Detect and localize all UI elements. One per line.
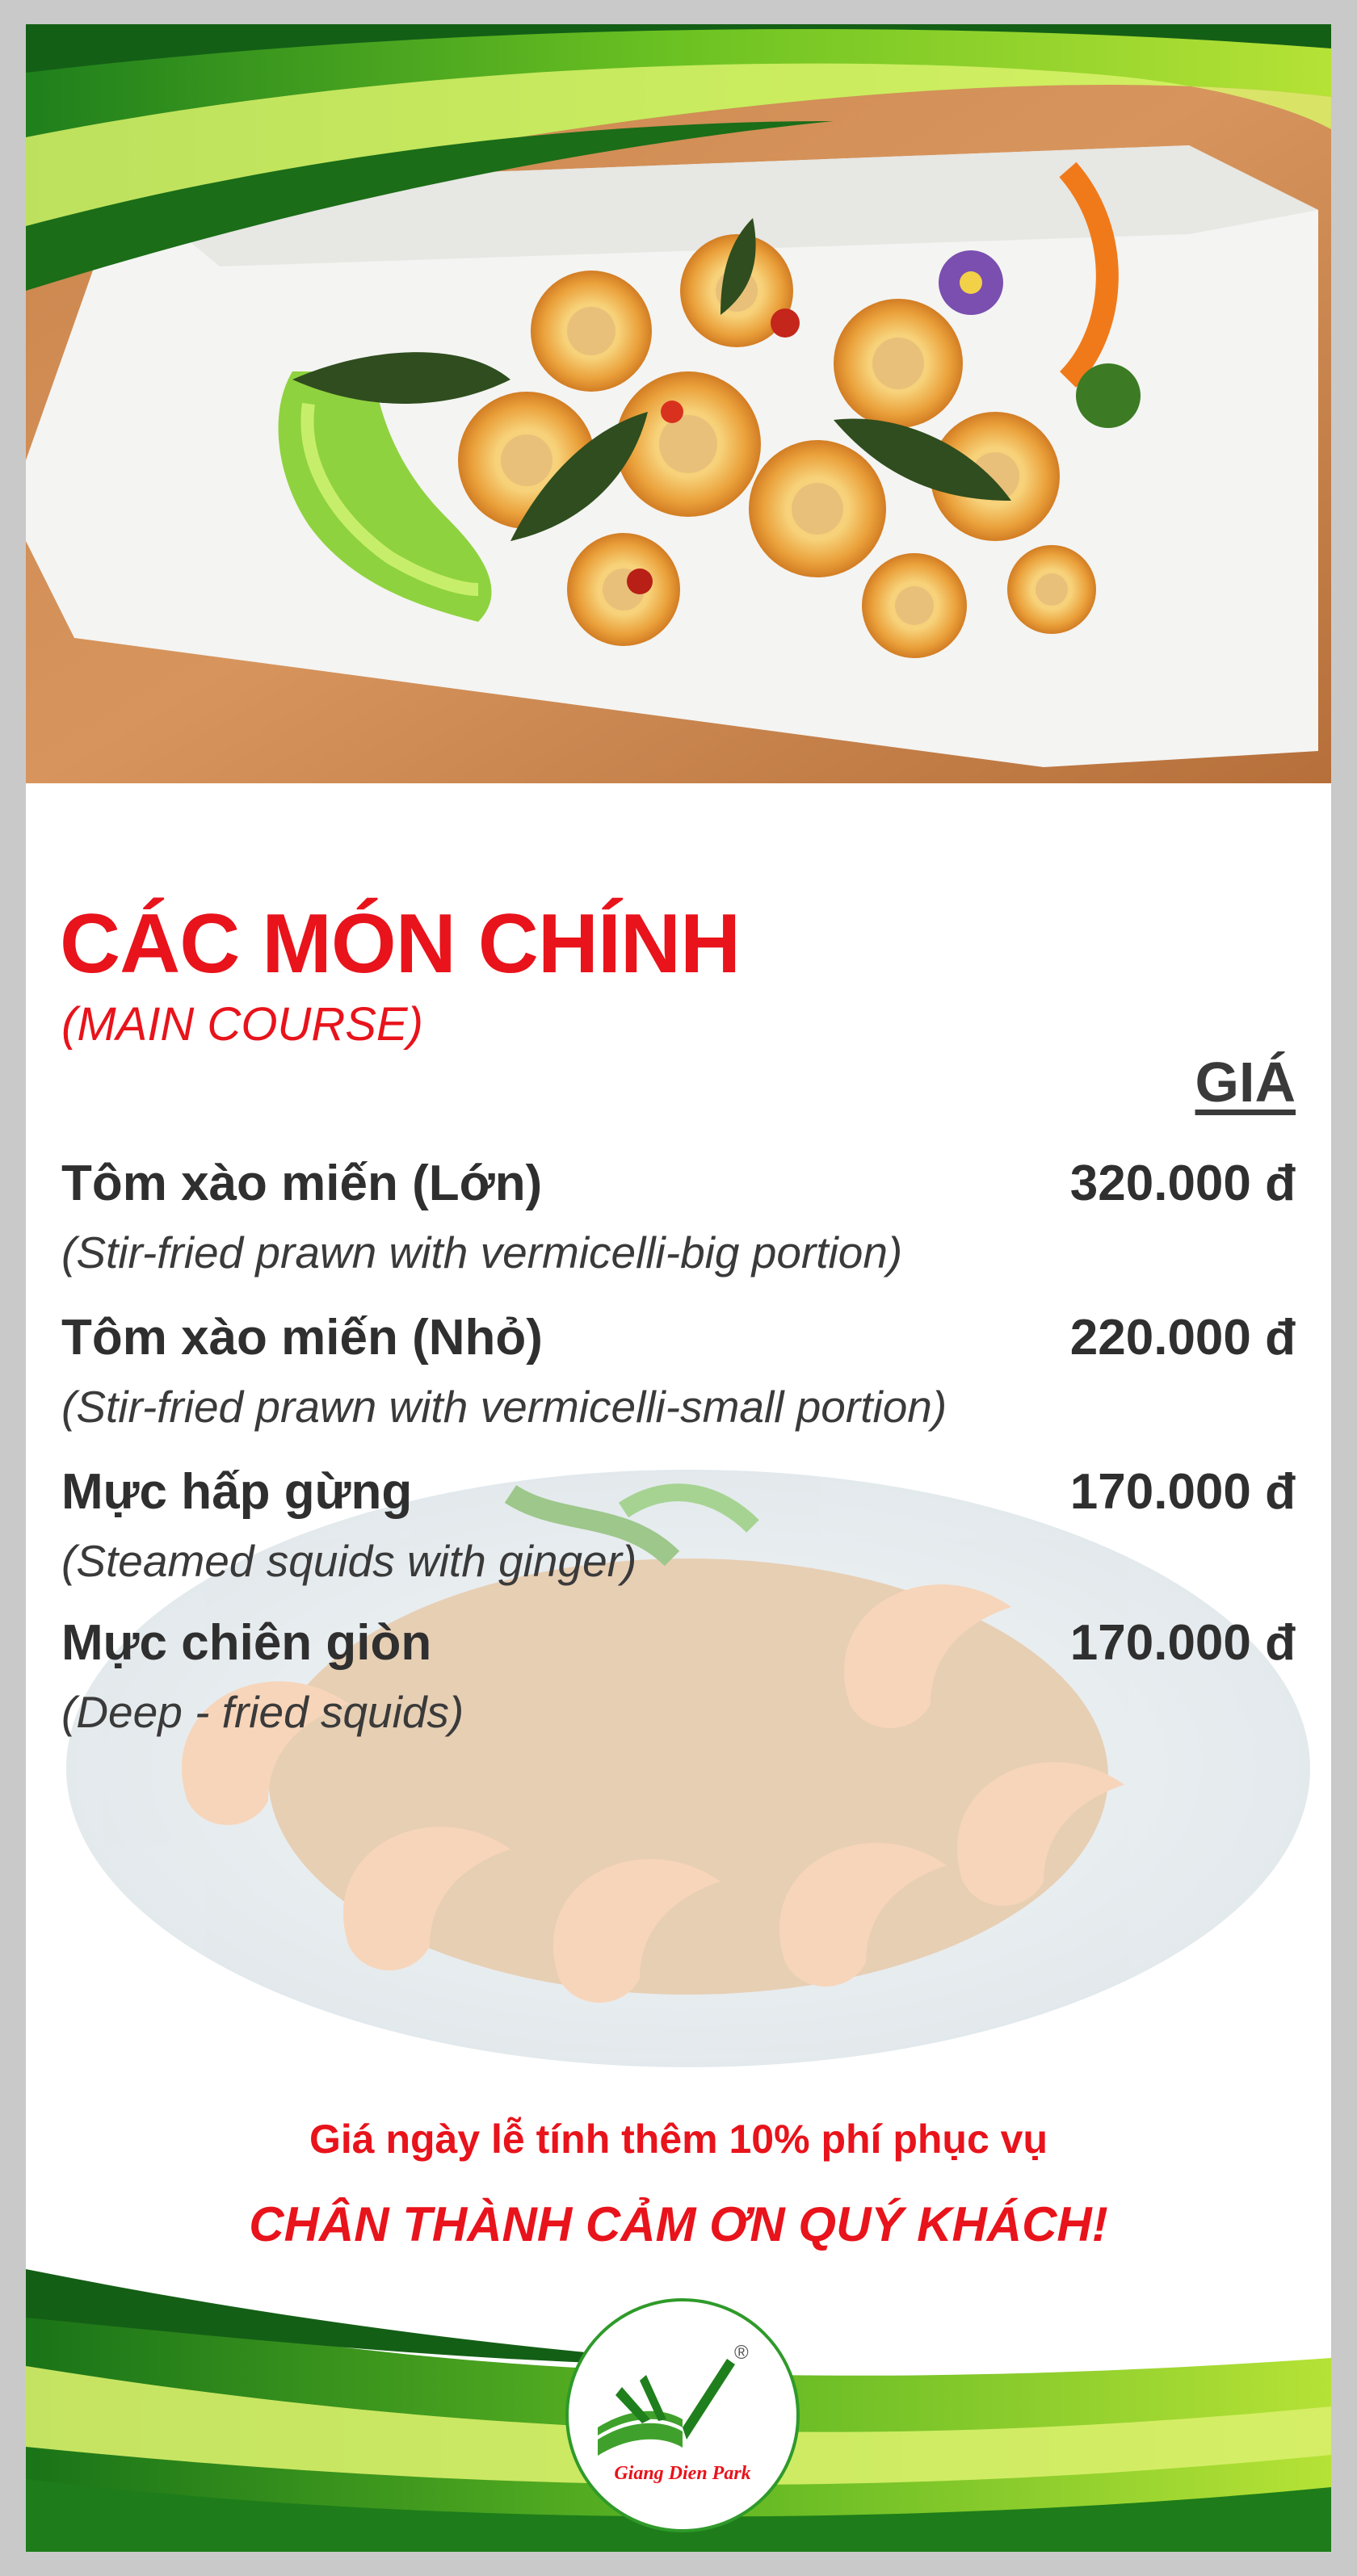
menu-item-price: 220.000 đ <box>1069 1310 1296 1366</box>
page-subtitle: (MAIN COURSE) <box>61 998 423 1051</box>
menu-item-name: Mực chiên giòn <box>61 1615 432 1671</box>
hero-banner <box>26 24 1331 783</box>
menu-item-name: Tôm xào miến (Nhỏ) <box>61 1310 543 1366</box>
page-title: CÁC MÓN CHÍNH <box>60 897 741 991</box>
menu-item <box>61 1155 1296 1278</box>
menu-item <box>61 1614 1296 1738</box>
menu-item-description: (Deep - fried squids) <box>61 1687 464 1737</box>
menu-item <box>61 1463 1296 1587</box>
logo-book-check-icon <box>565 2298 800 2532</box>
menu-item-description: (Stir-fried prawn with vermicelli-small portion) <box>61 1382 947 1432</box>
menu-page <box>26 24 1331 2552</box>
menu-item-price: 320.000 đ <box>1069 1156 1296 1211</box>
thank-you-message: CHÂN THÀNH CẢM ƠN QUÝ KHÁCH! <box>249 2197 1108 2251</box>
menu-item-price: 170.000 đ <box>1069 1464 1296 1520</box>
logo-text: Giang Dien Park <box>614 2463 751 2484</box>
menu-item-description: (Steamed squids with ginger) <box>61 1536 637 1586</box>
price-column-header: GIÁ <box>1195 1051 1296 1114</box>
menu-list <box>61 1155 1296 1738</box>
menu-item-price: 170.000 đ <box>1069 1615 1296 1671</box>
menu-item <box>61 1309 1296 1433</box>
food-photo-fried-squid <box>26 24 1331 783</box>
brand-logo <box>565 2298 800 2532</box>
menu-item-name: Tôm xào miến (Lớn) <box>61 1156 543 1211</box>
menu-item-name: Mực hấp gừng <box>61 1464 413 1520</box>
menu-item-description: (Stir-fried prawn with vermicelli-big portion) <box>61 1227 903 1278</box>
service-fee-note: Giá ngày lễ tính thêm 10% phí phục vụ <box>309 2117 1048 2162</box>
registered-mark: ® <box>734 2342 749 2364</box>
